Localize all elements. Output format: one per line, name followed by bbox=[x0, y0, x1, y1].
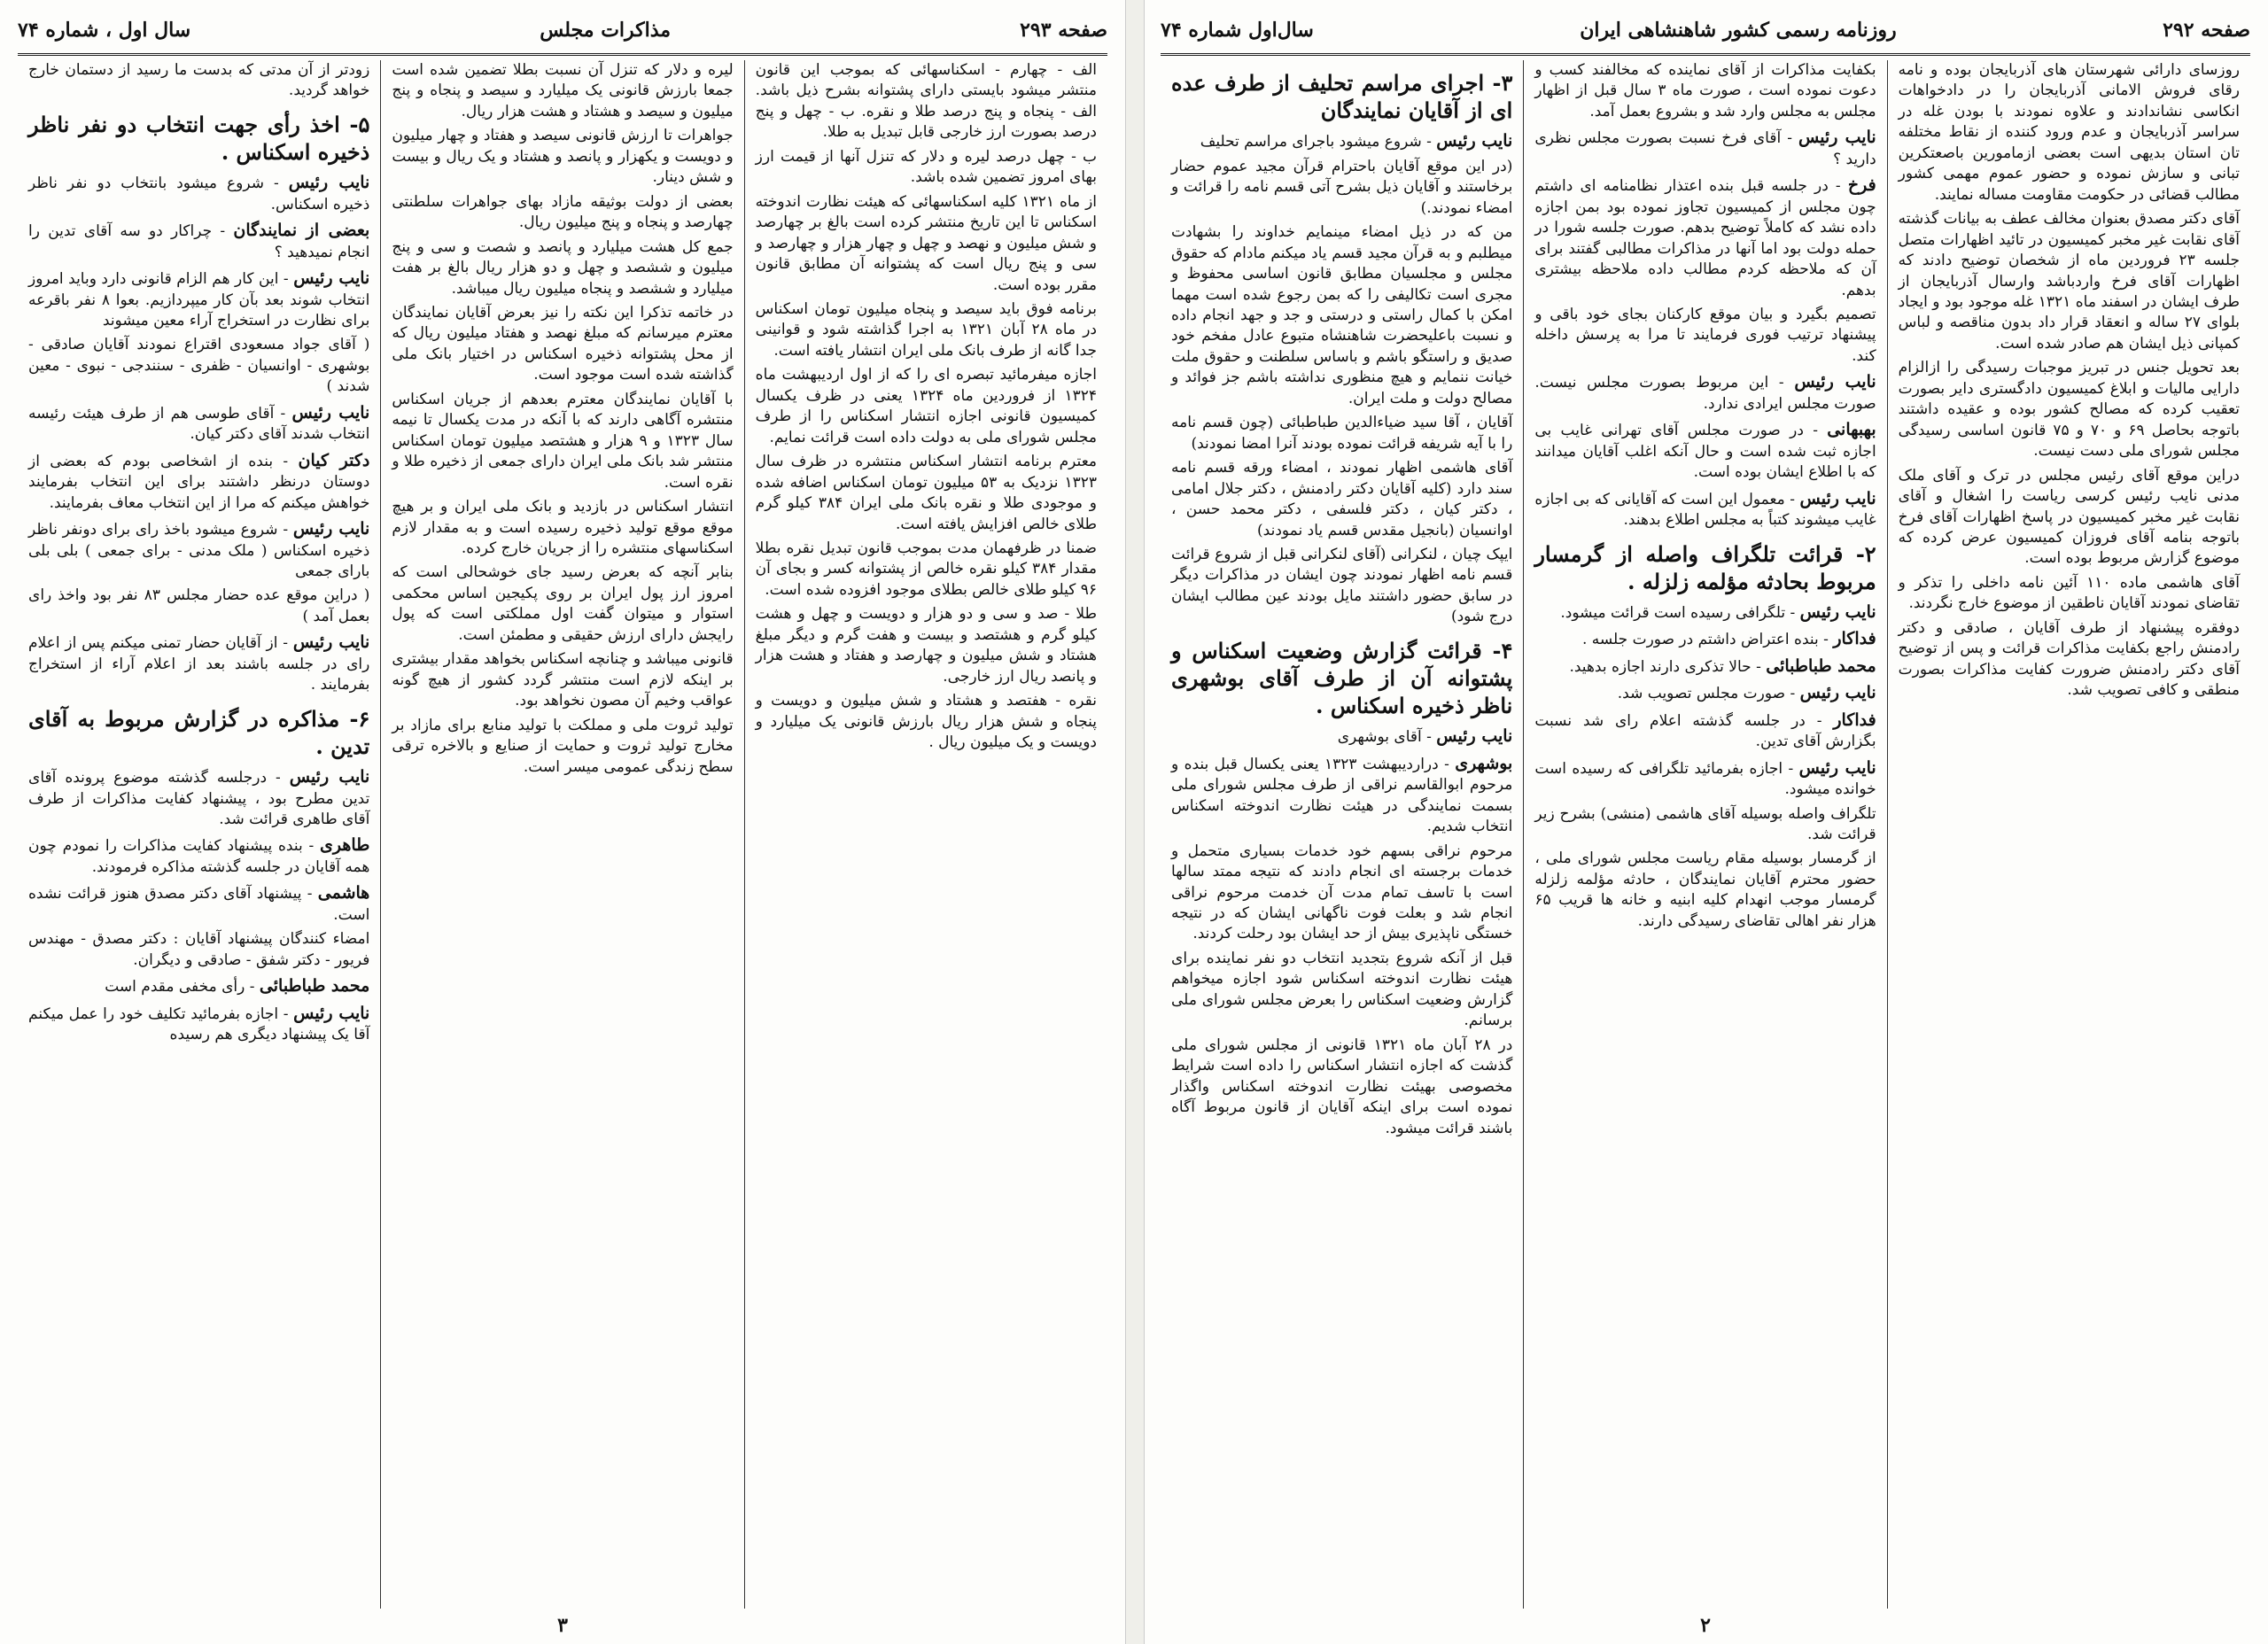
right-columns bbox=[1161, 60, 2250, 1609]
body-paragraph: دوفقره پیشنهاد از طرف آقایان ، صادقی و دکتر رادمنش راجع بکفایت مذاکرات قرائت و پس از توضیح آقای دکتر رادمنش ضرورت کفایت مذاکرات بصورت منطقی و کافی تصویب شد. bbox=[1898, 618, 2240, 700]
body-paragraph: تلگراف واصله بوسیله آقای هاشمی (منشی) بشرح زیر قرائت شد. bbox=[1534, 804, 1876, 843]
speaker-paragraph bbox=[1534, 627, 1876, 650]
speaker-text: - اجازه بفرمائید تلگرافی که رسیده است خوانده میشود. bbox=[1534, 759, 1876, 799]
speaker-text: - در جلسه قبل بنده اعتذار نظامنامه ای داشتم چون مجلس از کمیسیون تجاوز نموده بود بمن اجازه داده نشد که کاملاً توضیح بدهم. صورت جلسه شورا در حمله دولت بود اما آنها در مذاکرات مطالبی گفتند برای آن که ملاحظه کردم مطالب داده ملاحظه بیشتری بدهم. bbox=[1534, 177, 1876, 299]
right-page-issue: سال‌اول شماره ۷۴ bbox=[1161, 19, 1314, 42]
speaker-text: - شروع میشود بانتخاب دو نفر ناظر ذخیره اسکناس. bbox=[28, 174, 370, 213]
speaker-name: بعضی از نمایندگان bbox=[233, 221, 370, 241]
body-paragraph: از گرمسار بوسیله مقام ریاست مجلس شورای ملی ، حضور محترم آقایان نمایندگان ، حادثه مؤلمه زلزله گرمسار موجب انهدام کلیه ابنیه و خانه ها قریب ۶۵ هزار نفر اهالی تقاضای رسیدگی دارند. bbox=[1534, 849, 1876, 930]
speaker-text: - آقای بوشهری bbox=[1337, 728, 1437, 747]
speaker-name: محمد طباطبائی bbox=[259, 976, 370, 996]
body-paragraph: تولید ثروت ملی و مملکت با تولید منابع برای مازاد بر مخارج تولید ثروت و حمایت از صنایع و بالاخره ترقی سطح زندگی عمومی میسر است. bbox=[392, 716, 734, 776]
body-paragraph: آقای دکتر مصدق بعنوان مخالف عطف به بیانات گذشته آقای نقابت غیر مخبر کمیسیون در تائید اظهارات متصل جلسه ۲۳ فروردین ماه از شخصان توضیح دادند که اظهارات آقای فرخ واردباشد وارسال آذربایجان از طرف ایشان در اسفند ماه ۱۳۲۱ غله موجود بود و ایجاد بلوای ۲۷ ساله و انعقاد قرار داد بدون مناقصه و لباس کمپانی ذیل ایشان هم صادر شده است. bbox=[1898, 210, 2240, 353]
body-paragraph: آقای هاشمی اظهار نمودند ، امضاء ورقه قسم نامه سند دارد (کلیه آقایان دکتر رادمنش ، دکتر جلال امامی ، دکتر کیان ، دکتر فلسفی ، دکتر محمد حسن ، اوانسیان (بانجیل مقدس قسم یاد نمودند) bbox=[1171, 459, 1513, 539]
speaker-name: نایب رئیس bbox=[1436, 726, 1513, 747]
body-paragraph: برنامه فوق باید سیصد و پنجاه میلیون تومان اسکناس در ماه ۲۸ آبان ۱۳۲۱ به اجرا گذاشته شود و قوانینی جدا گانه از طرف بانک ملی ایران انتشار یافته است. bbox=[755, 299, 1097, 360]
body-paragraph: نقره - هفتصد و هشتاد و شش میلیون و دویست و پنجاه و شش هزار ریال بارزش قانونی یک میلیارد و دویست و یک میلیون ریال . bbox=[755, 692, 1097, 752]
right-page-title: روزنامه رسمی کشور شاهنشاهی ایران bbox=[1580, 19, 1897, 42]
speaker-text: - حالا تذکری دارند اجازه بدهید. bbox=[1569, 657, 1767, 676]
speaker-paragraph bbox=[1171, 725, 1512, 748]
speaker-name: طاهری bbox=[320, 835, 370, 856]
speaker-paragraph bbox=[28, 765, 369, 830]
section-heading: ۶- مذاکره در گزارش مربوط به آقای تدین . bbox=[28, 705, 370, 759]
speaker-name: فداکار bbox=[1833, 710, 1876, 730]
left-page-label: صفحه ۲۹۳ bbox=[1020, 19, 1107, 42]
speaker-text: - بنده از اشخاصی بودم که بعضی از دوستان درنظر داشتند برای این انتخاب بفرمایند خواهش میکنم که مرا از این انتخاب معاف بفرمایند. bbox=[28, 452, 370, 512]
speaker-name: نایب رئیس bbox=[1799, 683, 1876, 703]
body-paragraph: دراین موقع آقای رئیس مجلس در ترک و آقای ملک مدنی نایب رئیس کرسی ریاست را اشغال و آقای نقابت غیر مخبر کمیسیون در پاسخ اظهارات آقای فرخ باتوجه بنامه آقای فروزان کمیسیون عرض کرده که موضوع گزارش مربوط بوده است. bbox=[1898, 466, 2240, 568]
section-heading: ۴- قرائت گزارش وضعیت اسکناس و پشتوانه آن از طرف آقای بوشهری ناظر ذخیره اسکناس . bbox=[1171, 637, 1513, 719]
speaker-paragraph bbox=[1171, 752, 1512, 838]
speaker-name: محمد طباطبائی bbox=[1766, 655, 1876, 676]
speaker-name: دکتر کیان bbox=[298, 450, 370, 470]
left-page bbox=[0, 0, 1125, 1644]
body-paragraph: الف - چهارم - اسکناسهائی که بموجب این قانون منتشر میشود بایستی دارای پشتوانه بشرح ذیل باشد. الف - پنجاه و پنج درصد طلا و نقره. ب - چهل و پنج درصد بصورت ارز خارجی قابل تبدیل به طلا. bbox=[755, 61, 1097, 142]
speaker-text: - تلگرافی رسیده است قرائت میشود. bbox=[1560, 603, 1800, 622]
body-paragraph: آقای هاشمی ماده ۱۱۰ آئین نامه داخلی را تذکر و تقاضای نمودند آقایان ناطقین از موضوع خارج نگردند. bbox=[1898, 573, 2240, 613]
speaker-text: - صورت مجلس تصویب شد. bbox=[1617, 685, 1800, 703]
body-paragraph: ایپک چیان ، لنکرانی (آقای لنکرانی قبل از شروع قرائت قسم نامه اظهار نمودند چون ایشان در مذاکرات دیگر در سابق حضور داشتند مایل بودند عین مطالب ایشان درج شود) bbox=[1171, 545, 1513, 626]
speaker-text: - معمول این است که آقایانی که بی اجازه غایب میشوند کتباً به مجلس اطلاع بدهند. bbox=[1534, 490, 1876, 530]
speaker-paragraph bbox=[28, 974, 369, 997]
speaker-paragraph bbox=[28, 517, 369, 582]
speaker-name: نایب رئیس bbox=[292, 519, 370, 539]
body-paragraph: ضمنا در ظرفهمان مدت بموجب قانون تبدیل نقره بطلا مقدار ۳۸۴ کیلو نقره خالص از پشتوانه کسر و بجای آن ۹۶ کیلو طلای خالص بطلای موجود افزوده شده است. bbox=[755, 539, 1097, 599]
speaker-text: - این کار هم الزام قانونی دارد وباید امروز انتخاب شوند بعد بآن کار میپردازیم. بعوا ۸ نفر باقرعه برای نظارت در استخراج آراء معین میشوند bbox=[28, 270, 370, 330]
body-paragraph: ب - چهل درصد لیره و دلار که تنزل آنها از قیمت ارز بهای امروز تضمین شده باشد. bbox=[755, 147, 1097, 187]
body-paragraph: بنابر آنچه که بعرض رسید جای خوشحالی است که امروز ارز پول ایران بر روی پکیجین اساس محکمی استوار و میتوان گفت اول مملکتی است که پول رایجش دارای ارزش حقیقی و مطمئن است. bbox=[392, 563, 734, 644]
speaker-name: نایب رئیس bbox=[1799, 601, 1876, 622]
left-header-rule bbox=[18, 53, 1107, 56]
speaker-paragraph bbox=[28, 219, 369, 263]
body-paragraph: بعضی از دولت بوثیقه مازاد بهای جواهرات سلطنتی چهارصد و پنجاه و پنج میلیون ریال. bbox=[392, 192, 734, 232]
speaker-text: - آقای فرخ نسبت بصورت مجلس نظری دارید ؟ bbox=[1534, 129, 1876, 168]
section-heading: ۳- اجرای مراسم تحلیف از طرف عده ای از آقایان نمایندگان bbox=[1171, 70, 1513, 124]
speaker-paragraph bbox=[28, 631, 369, 695]
gutter bbox=[1125, 0, 1145, 1644]
speaker-text: - دراردیبهشت ۱۳۲۳ یعنی یکسال قبل بنده و مرحوم ابوالقاسم نراقی از طرف مجلس شورای ملی بسمت نمایندگی در هیئت نظارت اندوخته اسکناس انتخاب شدیم. bbox=[1171, 755, 1513, 836]
left-page-number: ۳ bbox=[557, 1614, 568, 1637]
body-paragraph: زودتر از آن مدتی که بدست ما رسید از دستمان خارج خواهد گردید. bbox=[28, 61, 370, 100]
body-paragraph: روزسای دارائی شهرستان های آذربایجان بوده و نامه رقای فروش الامانی آذربایجان را در دادخواهات انکاسی نشاندادند و علاوه نمودند با بودن غله در سراسر آذربایجان و عدم ورود کننده از نقاط مختلفه تان استان بدیهی است بعضی ازمامورین باصعتکرین تبانی و سازش نموده و حضور عموم مهمی کشور مطالب قضائی در حکومت مقاومت مساله نمایند. bbox=[1898, 61, 2240, 204]
body-paragraph: قبل از آنکه شروع بتجدید انتخاب دو نفر نماینده برای هیئت نظارت اندوخته اسکناس شود اجازه میخواهم گزارش وضعیت اسکناس را بعرض مجلس شورای ملی برسانم. bbox=[1171, 949, 1513, 1030]
speaker-name: نایب رئیس bbox=[293, 1003, 370, 1023]
speaker-name: نایب رئیس bbox=[1436, 131, 1513, 151]
speaker-paragraph bbox=[28, 267, 369, 331]
body-paragraph: من که در ذیل امضاء مینمایم خداوند را بشهادت میطلبم و به قرآن مجید قسم یاد میکنم مادام که حقوق مجلس و مجلسیان مطابق قانون اساسی محفوظ و مجری است تکالیفی را که بمن رجوع شده است مهما امکن با کمال راستی و درستی و جد و جهد انجام داده و نسبت باعلیحضرت شاهنشاه متبوع عادل مفخم خود صدیق و راستگو باشم و باساس سلطنت و حقوق ملت خیانت ننمایم و هیچ منظوری نداشته باشم جز فوائد و مصالح دولت و ملت ایران. bbox=[1171, 223, 1513, 407]
speaker-paragraph bbox=[1534, 655, 1876, 678]
body-paragraph: بکفایت مذاکرات از آقای نماینده که مخالفند کسب و دعوت نموده است ، صورت ماه ۳ سال قبل از اظهار مجلس به مجلس وارد شد و بشروع بعمل آمد. bbox=[1534, 61, 1876, 120]
speaker-paragraph bbox=[28, 171, 369, 215]
body-paragraph: اجازه میفرمائید تبصره ای را که از اول اردیبهشت ماه ۱۳۲۴ از فروردین ماه ۱۳۲۴ یعنی در ظرف یکسال کمیسیون قانونی اجازه انتشار اسکناس را از طرف مجلس شورای ملی به دولت داده است قرائت نمایم. bbox=[755, 366, 1097, 446]
speaker-name: نایب رئیس bbox=[1794, 372, 1876, 392]
speaker-text: - شروع میشود باجرای مراسم تحلیف bbox=[1200, 133, 1437, 151]
speaker-text: - بنده پیشنهاد کفایت مذاکرات را نمودم چون همه آقایان در جلسه گذشته مذاکره فرمودند. bbox=[28, 837, 370, 876]
body-paragraph: آقایان ، آقا سید ضیاءالدین طباطبائی (چون قسم نامه را با آیه شریفه قرائت نموده بودند آنرا امضا نمودند) bbox=[1171, 414, 1513, 453]
right-page-label: صفحه ۲۹۲ bbox=[2163, 19, 2250, 42]
left-page-header bbox=[18, 12, 1107, 48]
speaker-text: - درجلسه گذشته موضوع پرونده آقای تدین مطرح بود ، پیشنهاد کفایت مذاکرات از طرف آقای طاهری قرائت شد. bbox=[28, 769, 370, 828]
left-columns bbox=[18, 60, 1107, 1609]
body-paragraph: تصمیم بگیرد و بیان موقع کارکنان بجای خود باقی و پیشنهاد ترتیب فوری فرمایند تا مرا به پرسش داخله کند. bbox=[1534, 305, 1876, 365]
body-paragraph: جواهرات تا ارزش قانونی سیصد و هفتاد و چهار میلیون و دویست و یکهزار و پانصد و هشتاد و یک ریال و بیست و شش دینار. bbox=[392, 127, 734, 187]
speaker-name: بهبهانی bbox=[1827, 420, 1876, 440]
body-paragraph: قانونی میباشد و چنانچه اسکناس بخواهد مقدار بیشتری بر اینکه لازم است منتشر گردد کشور از هیچ گونه عواقب وخیم آن مصون نخواهد بود. bbox=[392, 650, 734, 710]
speaker-text: - آقای طوسی هم از طرف هیئت رئیسه انتخاب شدند آقای دکتر کیان. bbox=[28, 404, 370, 444]
speaker-name: بوشهری bbox=[1455, 753, 1513, 773]
speaker-text: - در جلسه گذشته اعلام رای شد نسبت بگزارش آقای تدین. bbox=[1534, 711, 1876, 751]
article-column bbox=[18, 60, 380, 1609]
speaker-text: - رأی مخفی مقدم است bbox=[105, 978, 260, 996]
speaker-text: - بنده اعتراض داشتم در صورت جلسه . bbox=[1581, 631, 1834, 649]
body-paragraph: (در این موقع آقایان باحترام قرآن مجید عموم حضار برخاستند و آقایان ذیل بشرح آتی قسم نامه را قرائت و امضاء نمودند.) bbox=[1171, 157, 1513, 217]
speaker-text: - اجازه بفرمائید تکلیف خود را عمل میکنم آقا یک پیشنهاد دیگری هم رسیده bbox=[28, 1004, 370, 1044]
right-page-number: ۲ bbox=[1700, 1614, 1711, 1637]
right-page-header bbox=[1161, 12, 2250, 48]
section-heading: ۲- قرائت تلگراف واصله از گرمسار مربوط بحادثه مؤلمه زلزله . bbox=[1534, 540, 1876, 594]
speaker-name: نایب رئیس bbox=[292, 632, 370, 653]
speaker-paragraph bbox=[1534, 174, 1876, 301]
speaker-paragraph bbox=[28, 449, 369, 514]
speaker-paragraph bbox=[1534, 126, 1876, 170]
section-heading: ۵- اخذ رأی جهت انتخاب دو نفر ناظر ذخیره اسکناس . bbox=[28, 111, 370, 166]
speaker-name: هاشمی bbox=[317, 883, 370, 903]
speaker-paragraph bbox=[1534, 756, 1876, 801]
speaker-paragraph bbox=[1534, 418, 1876, 483]
body-paragraph: جمع کل هشت میلیارد و پانصد و شصت و سی و پنج میلیون و ششصد و چهل و دو هزار ریال بالغ بر هفت میلیارد و ششصد و پنجاه میلیون ریال میباشد. bbox=[392, 237, 734, 298]
speaker-name: فرخ bbox=[1847, 175, 1876, 196]
speaker-text: - چراکار دو سه آقای تدین را انجام نمیدهید ؟ bbox=[28, 222, 370, 261]
article-column bbox=[1161, 60, 1523, 1609]
body-paragraph: ( دراین موقع عده حضار مجلس ۸۳ نفر بود واخذ رای بعمل آمد ) bbox=[28, 586, 370, 625]
speaker-text: - شروع میشود باخذ رای برای دونفر ناظر ذخیره اسکناس ( ملک مدنی - برای جمعی ) بلی بلی بارای جمعی bbox=[28, 521, 370, 580]
speaker-paragraph bbox=[1534, 370, 1876, 415]
speaker-paragraph bbox=[1534, 681, 1876, 704]
left-page-title: مذاکرات مجلس bbox=[540, 19, 672, 42]
speaker-paragraph bbox=[1534, 487, 1876, 531]
body-paragraph: بعد تحویل جنس در تبریز موجبات رسیدگی را ازالزام دارایی مالیات و ابلاغ کمیسیون دادگستری دایر بصورت تعقیب کرده که مصالح کشور بوده و عقیده داشتند باتوجه بحاصل ۶۹ و ۷۰ و ۷۵ قانون اساسی رسیدگی مجلس شورای ملی دست نیست. bbox=[1898, 359, 2241, 461]
speaker-paragraph bbox=[28, 1002, 369, 1046]
article-column bbox=[744, 60, 1107, 1609]
right-header-rule bbox=[1161, 53, 2250, 56]
speaker-paragraph bbox=[28, 834, 369, 878]
speaker-text: - در صورت مجلس آقای تهرانی غایب بی اجازه ثبت شده است و حال آنکه اغلب آقایان میدانند که با اطلاع ایشان بوده است. bbox=[1534, 422, 1876, 482]
body-paragraph: طلا - صد و سی و دو هزار و دویست و چهل و هشت کیلو گرم و هشتصد و بیست و هفت گرم و دیگر مبلغ هشتاد و شش میلیون و چهارصد و هفتاد و هشت هزار و پانصد ریال ارز خارجی. bbox=[755, 605, 1097, 686]
speaker-name: نایب رئیس bbox=[1798, 128, 1876, 148]
body-paragraph: در خاتمه تذکرا این نکته را نیز بعرض آقایان نمایندگان معترم میرسانم که مبلغ نهصد و هفتاد میلیون ریال که از محل پشتوانه ذخیره اسکناس در اختیار بانک ملی گذاشته شده است موجود است. bbox=[392, 303, 734, 384]
body-paragraph: لیره و دلار که تنزل آن نسبت بطلا تضمین شده است جمعا بارزش قانونی یک میلیارد و سیصد و پنجاه و پنج میلیون و سیصد و هشتاد و هشت هزار ریال. bbox=[392, 61, 734, 120]
body-paragraph: از ماه ۱۳۲۱ کلیه اسکناسهائی که هیئت نظارت اندوخته اسکناس تا این تاریخ منتشر کرده است بالغ بر چهارصد و شش میلیون و نهصد و چهل و چهار هزار و چهارصد و سی و پنج ریال است که پشتوانه آن مطابق قانون مقرر بوده است. bbox=[755, 192, 1098, 294]
speaker-name: فداکار bbox=[1833, 629, 1876, 649]
body-paragraph: انتشار اسکناس در بازدید و بانک ملی ایران و بر هیچ موقع موقع تولید ذخیره رسیده است و به مقدار لازم اسکناسهای منتشره را از جریان خارج کرده. bbox=[392, 498, 734, 557]
body-paragraph: در ۲۸ آبان ماه ۱۳۲۱ قانونی از مجلس شورای ملی گذشت که اجازه انتشار اسکناس را داده است شرایط مخصوصی بهیئت نظارت اندوخته اسکناس واگذار نموده است برای اینکه آقایان از قانون مربوط آگاه باشند قرائت میشود. bbox=[1171, 1035, 1513, 1137]
speaker-paragraph bbox=[1171, 129, 1512, 152]
speaker-text: - پیشنهاد آقای دکتر مصدق هنوز قرائت نشده است. bbox=[28, 885, 370, 924]
speaker-name: نایب رئیس bbox=[291, 402, 370, 423]
left-page-issue: سال اول ، شماره ۷۴ bbox=[18, 19, 191, 42]
body-paragraph: معترم برنامه انتشار اسکناس منتشره در ظرف سال ۱۳۲۳ نزدیک به ۵۳ میلیون تومان اسکناس اضافه شده و موجودی طلا و نقره بانک ملی ایران ۳۸۴ کیلو گرم طلای خالص افزایش یافته است. bbox=[755, 453, 1097, 533]
speaker-name: نایب رئیس bbox=[289, 767, 370, 787]
speaker-name: نایب رئیس bbox=[1799, 488, 1876, 508]
speaker-name: نایب رئیس bbox=[288, 173, 370, 193]
article-column bbox=[1887, 60, 2250, 1609]
body-paragraph: مرحوم نراقی بسهم خود خدمات بسیاری متحمل و خدمات برجسته ای انجام دادند که نتیجه ممتد سالها است با تاسف تمام مدت آن خدمت مرحوم نراقی انجام شد و بعلت فوت ناگهانی ایشان که در نتیجه خستگی ناپذیری بیش از حد ایشان بود رحلت کردند. bbox=[1171, 841, 1513, 943]
body-paragraph: با آقایان نمایندگان معترم بعدهم از جریان اسکناس منتشره آگاهی دارند که با آنکه در مدت یکسال تا نیمه سال ۱۳۲۳ و ۹ هزار و هشتصد میلیون تومان اسکناس منتشر شد بانک ملی ایران دارای جمعی از ذخیره طلا و نقره است. bbox=[392, 390, 734, 492]
speaker-text: - این مربوط بصورت مجلس نیست. صورت مجلس ایرادی ندارد. bbox=[1534, 374, 1876, 413]
speaker-paragraph bbox=[28, 881, 369, 926]
speaker-paragraph bbox=[28, 401, 369, 446]
body-paragraph: امضاء کنندگان پیشنهاد آقایان : دکتر مصدق - مهندس فریور - دکتر شفق - صادقی و دیگران. bbox=[28, 930, 370, 969]
speaker-text: - از آقایان حضار تمنی میکنم پس از اعلام رای در جلسه باشند بعد از اعلام آراء از استخراج بفرمایند . bbox=[28, 634, 370, 694]
speaker-paragraph bbox=[1534, 709, 1876, 753]
speaker-name: نایب رئیس bbox=[1798, 757, 1876, 778]
speaker-paragraph bbox=[1534, 601, 1876, 624]
speaker-name: نایب رئیس bbox=[293, 268, 370, 289]
article-column bbox=[1523, 60, 1886, 1609]
body-paragraph: ( آقای جواد مسعودی اقتراع نمودند آقایان صادقی - بوشهری - اوانسیان - ظفری - سنندجی - نبوی - معین شدند ) bbox=[28, 336, 370, 396]
right-page bbox=[1143, 0, 2268, 1644]
article-column bbox=[380, 60, 743, 1609]
